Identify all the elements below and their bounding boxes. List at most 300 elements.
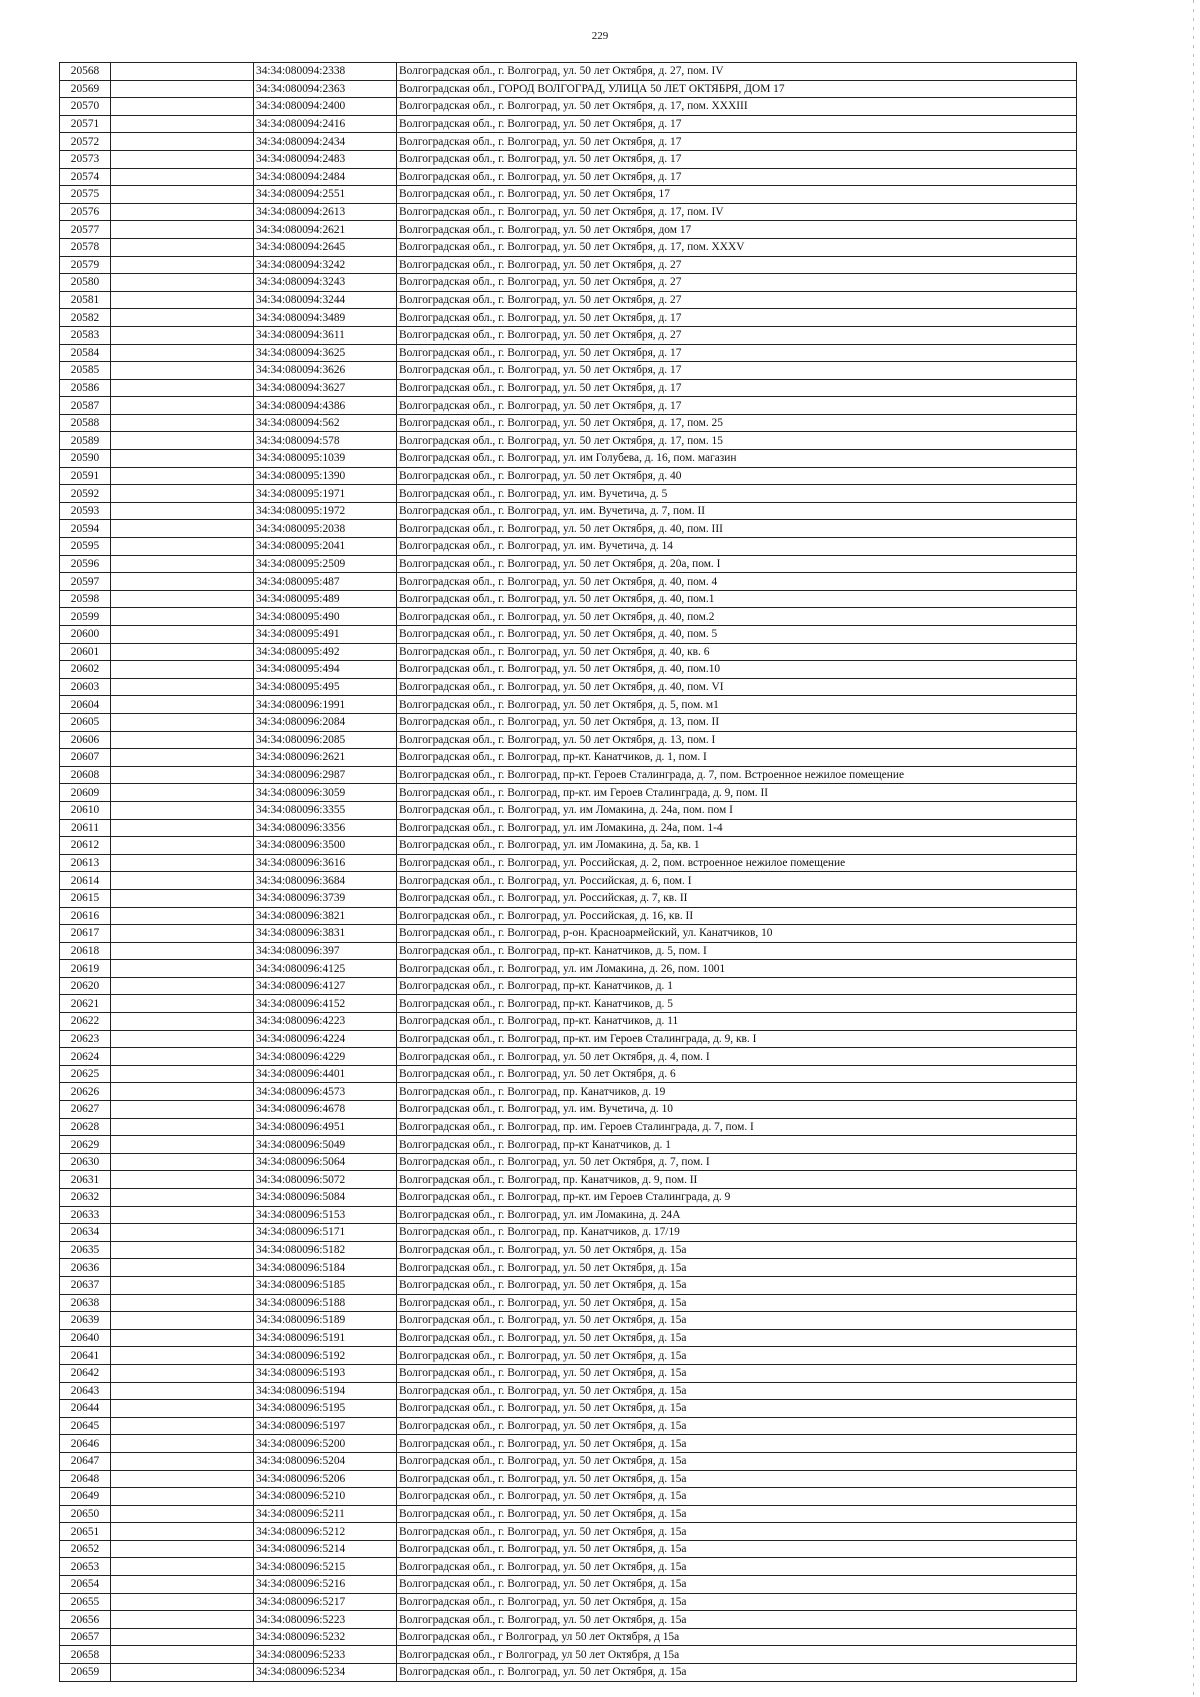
cadastral-number-cell: 34:34:080094:2434	[254, 133, 397, 151]
row-number-cell: 20603	[60, 678, 111, 696]
table-row	[60, 362, 1077, 380]
row-number-cell: 20580	[60, 274, 111, 292]
empty-cell	[111, 1013, 254, 1031]
cadastral-number-cell: 34:34:080096:5064	[254, 1153, 397, 1171]
table-row	[60, 678, 1077, 696]
table-row	[60, 1540, 1077, 1558]
row-number-cell: 20617	[60, 925, 111, 943]
cadastral-number-cell: 34:34:080096:3684	[254, 872, 397, 890]
empty-cell	[111, 379, 254, 397]
row-number-cell: 20659	[60, 1664, 111, 1682]
cadastral-number-cell: 34:34:080094:3627	[254, 379, 397, 397]
row-number-cell: 20634	[60, 1224, 111, 1242]
row-number-cell: 20604	[60, 696, 111, 714]
cadastral-number-cell: 34:34:080095:1039	[254, 450, 397, 468]
row-number-cell: 20593	[60, 502, 111, 520]
cadastral-number-cell: 34:34:080096:5084	[254, 1189, 397, 1207]
empty-cell	[111, 326, 254, 344]
table-row	[60, 186, 1077, 204]
empty-cell	[111, 485, 254, 503]
table-row	[60, 397, 1077, 415]
table-row	[60, 784, 1077, 802]
row-number-cell: 20570	[60, 98, 111, 116]
address-cell: Волгоградская обл., г. Волгоград, ул. 50 лет Октября, д. 15а	[397, 1576, 1077, 1594]
page-number: 229	[591, 30, 609, 42]
cadastral-number-cell: 34:34:080096:3355	[254, 801, 397, 819]
cadastral-number-cell: 34:34:080095:2038	[254, 520, 397, 538]
row-number-cell: 20589	[60, 432, 111, 450]
row-number-cell: 20643	[60, 1382, 111, 1400]
row-number-cell: 20584	[60, 344, 111, 362]
empty-cell	[111, 397, 254, 415]
table-row	[60, 274, 1077, 292]
row-number-cell: 20623	[60, 1030, 111, 1048]
table-row	[60, 1241, 1077, 1259]
address-cell: Волгоградская обл., г. Волгоград, ул. 50 лет Октября, д. 27	[397, 256, 1077, 274]
row-number-cell: 20599	[60, 608, 111, 626]
address-cell: Волгоградская обл., г. Волгоград, пр. им. Героев Сталинграда, д. 7, пом. I	[397, 1118, 1077, 1136]
table-row	[60, 696, 1077, 714]
table-row	[60, 538, 1077, 556]
address-cell: Волгоградская обл., г. Волгоград, ул. 50 лет Октября, д. 17	[397, 362, 1077, 380]
cadastral-number-cell: 34:34:080095:2041	[254, 538, 397, 556]
table-row	[60, 256, 1077, 274]
address-cell: Волгоградская обл., г. Волгоград, ул. 50 лет Октября, д. 15а	[397, 1488, 1077, 1506]
empty-cell	[111, 502, 254, 520]
table-row	[60, 238, 1077, 256]
empty-cell	[111, 801, 254, 819]
address-cell: Волгоградская обл., г. Волгоград, ул. 50 лет Октября, д. 17	[397, 150, 1077, 168]
table-row	[60, 1294, 1077, 1312]
table-row	[60, 485, 1077, 503]
table-row	[60, 889, 1077, 907]
table-row	[60, 590, 1077, 608]
table-row	[60, 1083, 1077, 1101]
row-number-cell: 20574	[60, 168, 111, 186]
cadastral-number-cell: 34:34:080096:5215	[254, 1558, 397, 1576]
cadastral-number-cell: 34:34:080094:3242	[254, 256, 397, 274]
row-number-cell: 20569	[60, 80, 111, 98]
address-cell: Волгоградская обл., г. Волгоград, ул. 50 лет Октября, д. 17, пом. XXXV	[397, 238, 1077, 256]
table-row	[60, 925, 1077, 943]
empty-cell	[111, 942, 254, 960]
cadastral-number-cell: 34:34:080096:3059	[254, 784, 397, 802]
empty-cell	[111, 749, 254, 767]
row-number-cell: 20619	[60, 960, 111, 978]
table-row	[60, 344, 1077, 362]
cadastral-number-cell: 34:34:080096:5204	[254, 1452, 397, 1470]
row-number-cell: 20650	[60, 1505, 111, 1523]
cadastral-number-cell: 34:34:080096:5049	[254, 1136, 397, 1154]
row-number-cell: 20656	[60, 1611, 111, 1629]
table-row	[60, 1347, 1077, 1365]
empty-cell	[111, 256, 254, 274]
row-number-cell: 20578	[60, 238, 111, 256]
row-number-cell: 20654	[60, 1576, 111, 1594]
row-number-cell: 20633	[60, 1206, 111, 1224]
address-cell: Волгоградская обл., ГОРОД ВОЛГОГРАД, УЛИЦА 50 ЛЕТ ОКТЯБРЯ, ДОМ 17	[397, 80, 1077, 98]
address-cell: Волгоградская обл., г. Волгоград, ул. 50 лет Октября, дом 17	[397, 221, 1077, 239]
row-number-cell: 20658	[60, 1646, 111, 1664]
address-cell: Волгоградская обл., г. Волгоград, ул. 50 лет Октября, д. 15а	[397, 1540, 1077, 1558]
empty-cell	[111, 1523, 254, 1541]
table-row	[60, 661, 1077, 679]
empty-cell	[111, 1312, 254, 1330]
cadastral-number-cell: 34:34:080096:5194	[254, 1382, 397, 1400]
cadastral-number-cell: 34:34:080095:495	[254, 678, 397, 696]
table-row	[60, 450, 1077, 468]
address-cell: Волгоградская обл., г. Волгоград, ул. им. Вучетича, д. 10	[397, 1101, 1077, 1119]
address-cell: Волгоградская обл., г. Волгоград, ул. 50 лет Октября, д. 40, пом. VI	[397, 678, 1077, 696]
cadastral-number-cell: 34:34:080096:3616	[254, 854, 397, 872]
row-number-cell: 20628	[60, 1118, 111, 1136]
table-row	[60, 309, 1077, 327]
table-row	[60, 977, 1077, 995]
row-number-cell: 20577	[60, 221, 111, 239]
address-cell: Волгоградская обл., г. Волгоград, пр-кт. им Героев Сталинграда, д. 9, кв. I	[397, 1030, 1077, 1048]
empty-cell	[111, 1259, 254, 1277]
cadastral-number-cell: 34:34:080095:1390	[254, 467, 397, 485]
table-row	[60, 1523, 1077, 1541]
address-cell: Волгоградская обл., г. Волгоград, ул. 50 лет Октября, д. 17	[397, 379, 1077, 397]
address-cell: Волгоградская обл., г. Волгоград, ул. 50 лет Октября, д. 40	[397, 467, 1077, 485]
cadastral-number-cell: 34:34:080096:5184	[254, 1259, 397, 1277]
table-row	[60, 749, 1077, 767]
address-cell: Волгоградская обл., г. Волгоград, ул. 50 лет Октября, д. 15а	[397, 1294, 1077, 1312]
address-cell: Волгоградская обл., г. Волгоград, ул. 50 лет Октября, д. 4, пом. I	[397, 1048, 1077, 1066]
row-number-cell: 20639	[60, 1312, 111, 1330]
address-cell: Волгоградская обл., г. Волгоград, ул. 50 лет Октября, д. 40, пом.2	[397, 608, 1077, 626]
empty-cell	[111, 1382, 254, 1400]
address-cell: Волгоградская обл., г. Волгоград, ул. им Ломакина, д. 5а, кв. 1	[397, 837, 1077, 855]
cadastral-number-cell: 34:34:080096:1991	[254, 696, 397, 714]
address-cell: Волгоградская обл., г. Волгоград, пр-кт. Героев Сталинграда, д. 7, пом. Встроенное нежилое помещение	[397, 766, 1077, 784]
table-row	[60, 1452, 1077, 1470]
address-cell: Волгоградская обл., г. Волгоград, ул. им. Вучетича, д. 7, пом. II	[397, 502, 1077, 520]
cadastral-number-cell: 34:34:080096:4223	[254, 1013, 397, 1031]
empty-cell	[111, 678, 254, 696]
row-number-cell: 20626	[60, 1083, 111, 1101]
cadastral-number-cell: 34:34:080094:2613	[254, 203, 397, 221]
empty-cell	[111, 872, 254, 890]
row-number-cell: 20625	[60, 1065, 111, 1083]
row-number-cell: 20588	[60, 414, 111, 432]
table-row	[60, 1013, 1077, 1031]
cadastral-number-cell: 34:34:080094:2400	[254, 98, 397, 116]
cadastral-number-cell: 34:34:080096:5233	[254, 1646, 397, 1664]
address-cell: Волгоградская обл., г. Волгоград, ул. 50 лет Октября, д. 15а	[397, 1417, 1077, 1435]
row-number-cell: 20614	[60, 872, 111, 890]
cadastral-number-cell: 34:34:080096:5185	[254, 1276, 397, 1294]
empty-cell	[111, 1540, 254, 1558]
address-cell: Волгоградская обл., г. Волгоград, ул. 50 лет Октября, д. 15а	[397, 1470, 1077, 1488]
empty-cell	[111, 661, 254, 679]
cadastral-number-cell: 34:34:080096:5192	[254, 1347, 397, 1365]
cadastral-number-cell: 34:34:080096:5210	[254, 1488, 397, 1506]
cadastral-number-cell: 34:34:080096:4951	[254, 1118, 397, 1136]
empty-cell	[111, 1118, 254, 1136]
address-cell: Волгоградская обл., г. Волгоград, пр-кт Канатчиков, д. 1	[397, 1136, 1077, 1154]
empty-cell	[111, 1083, 254, 1101]
row-number-cell: 20622	[60, 1013, 111, 1031]
empty-cell	[111, 1206, 254, 1224]
empty-cell	[111, 1224, 254, 1242]
address-cell: Волгоградская обл., г. Волгоград, ул. 50 лет Октября, д. 15а	[397, 1259, 1077, 1277]
row-number-cell: 20572	[60, 133, 111, 151]
empty-cell	[111, 186, 254, 204]
row-number-cell: 20601	[60, 643, 111, 661]
row-number-cell: 20581	[60, 291, 111, 309]
table-row	[60, 1030, 1077, 1048]
row-number-cell: 20576	[60, 203, 111, 221]
address-cell: Волгоградская обл., г Волгоград, ул 50 лет Октября, д 15а	[397, 1646, 1077, 1664]
address-cell: Волгоградская обл., г. Волгоград, ул. 50 лет Октября, д. 15а	[397, 1312, 1077, 1330]
empty-cell	[111, 1576, 254, 1594]
row-number-cell: 20651	[60, 1523, 111, 1541]
address-cell: Волгоградская обл., г. Волгоград, пр-кт. им Героев Сталинграда, д. 9, пом. II	[397, 784, 1077, 802]
table-row	[60, 837, 1077, 855]
cadastral-number-cell: 34:34:080095:492	[254, 643, 397, 661]
cadastral-number-cell: 34:34:080094:2484	[254, 168, 397, 186]
table-row	[60, 520, 1077, 538]
empty-cell	[111, 238, 254, 256]
empty-cell	[111, 925, 254, 943]
address-cell: Волгоградская обл., г. Волгоград, ул. 50 лет Октября, д. 17	[397, 133, 1077, 151]
address-cell: Волгоградская обл., г. Волгоград, ул. 50 лет Октября, д. 15а	[397, 1593, 1077, 1611]
empty-cell	[111, 1452, 254, 1470]
cadastral-number-cell: 34:34:080096:5197	[254, 1417, 397, 1435]
row-number-cell: 20655	[60, 1593, 111, 1611]
row-number-cell: 20612	[60, 837, 111, 855]
empty-cell	[111, 643, 254, 661]
empty-cell	[111, 854, 254, 872]
row-number-cell: 20657	[60, 1628, 111, 1646]
empty-cell	[111, 907, 254, 925]
address-cell: Волгоградская обл., г. Волгоград, ул. Российская, д. 6, пом. I	[397, 872, 1077, 890]
empty-cell	[111, 1347, 254, 1365]
cadastral-number-cell: 34:34:080094:2483	[254, 150, 397, 168]
empty-cell	[111, 766, 254, 784]
address-cell: Волгоградская обл., г. Волгоград, ул. им Ломакина, д. 24А	[397, 1206, 1077, 1224]
address-cell: Волгоградская обл., г. Волгоград, ул. 50 лет Октября, д. 13, пом. I	[397, 731, 1077, 749]
cadastral-number-cell: 34:34:080094:2645	[254, 238, 397, 256]
address-cell: Волгоградская обл., г. Волгоград, пр-кт. Канатчиков, д. 5, пом. I	[397, 942, 1077, 960]
cadastral-number-cell: 34:34:080094:2416	[254, 115, 397, 133]
cadastral-number-cell: 34:34:080096:5214	[254, 1540, 397, 1558]
cadastral-number-cell: 34:34:080096:4125	[254, 960, 397, 978]
row-number-cell: 20609	[60, 784, 111, 802]
table-row	[60, 1488, 1077, 1506]
row-number-cell: 20605	[60, 713, 111, 731]
empty-cell	[111, 555, 254, 573]
cadastral-number-cell: 34:34:080095:1971	[254, 485, 397, 503]
cadastral-number-cell: 34:34:080096:4401	[254, 1065, 397, 1083]
empty-cell	[111, 713, 254, 731]
address-cell: Волгоградская обл., г. Волгоград, пр. Канатчиков, д. 9, пом. II	[397, 1171, 1077, 1189]
cadastral-number-cell: 34:34:080094:3243	[254, 274, 397, 292]
row-number-cell: 20608	[60, 766, 111, 784]
empty-cell	[111, 1048, 254, 1066]
row-number-cell: 20636	[60, 1259, 111, 1277]
row-number-cell: 20644	[60, 1400, 111, 1418]
address-cell: Волгоградская обл., г. Волгоград, р-он. Красноармейский, ул. Канатчиков, 10	[397, 925, 1077, 943]
cadastral-number-cell: 34:34:080096:4224	[254, 1030, 397, 1048]
cadastral-number-cell: 34:34:080096:2987	[254, 766, 397, 784]
cadastral-number-cell: 34:34:080095:490	[254, 608, 397, 626]
cadastral-number-cell: 34:34:080096:3739	[254, 889, 397, 907]
cadastral-number-cell: 34:34:080096:4127	[254, 977, 397, 995]
empty-cell	[111, 291, 254, 309]
address-cell: Волгоградская обл., г. Волгоград, ул. 50 лет Октября, д. 15а	[397, 1664, 1077, 1682]
table-row	[60, 1153, 1077, 1171]
address-cell: Волгоградская обл., г. Волгоград, ул. 50 лет Октября, д. 15а	[397, 1452, 1077, 1470]
row-number-cell: 20613	[60, 854, 111, 872]
row-number-cell: 20647	[60, 1452, 111, 1470]
row-number-cell: 20600	[60, 626, 111, 644]
cadastral-number-cell: 34:34:080095:2509	[254, 555, 397, 573]
empty-cell	[111, 608, 254, 626]
empty-cell	[111, 819, 254, 837]
cadastral-number-cell: 34:34:080095:489	[254, 590, 397, 608]
address-cell: Волгоградская обл., г. Волгоград, ул. 50 лет Октября, д. 15а	[397, 1435, 1077, 1453]
row-number-cell: 20627	[60, 1101, 111, 1119]
cadastral-number-cell: 34:34:080096:5232	[254, 1628, 397, 1646]
address-cell: Волгоградская обл., г. Волгоград, ул. 50 лет Октября, д. 15а	[397, 1505, 1077, 1523]
address-cell: Волгоградская обл., г. Волгоград, ул. 50 лет Октября, д. 15а	[397, 1276, 1077, 1294]
table-row	[60, 1329, 1077, 1347]
empty-cell	[111, 1664, 254, 1682]
table-row	[60, 608, 1077, 626]
empty-cell	[111, 626, 254, 644]
address-cell: Волгоградская обл., г. Волгоград, ул. 50 лет Октября, д. 40, пом. III	[397, 520, 1077, 538]
cadastral-number-cell: 34:34:080096:5206	[254, 1470, 397, 1488]
cadastral-number-cell: 34:34:080096:5189	[254, 1312, 397, 1330]
empty-cell	[111, 696, 254, 714]
row-number-cell: 20590	[60, 450, 111, 468]
cadastral-number-cell: 34:34:080096:3500	[254, 837, 397, 855]
row-number-cell: 20621	[60, 995, 111, 1013]
cadastral-number-cell: 34:34:080094:3489	[254, 309, 397, 327]
empty-cell	[111, 1030, 254, 1048]
table-row	[60, 80, 1077, 98]
table-row	[60, 1206, 1077, 1224]
address-cell: Волгоградская обл., г. Волгоград, пр-кт. Канатчиков, д. 1	[397, 977, 1077, 995]
row-number-cell: 20652	[60, 1540, 111, 1558]
table-row	[60, 1611, 1077, 1629]
cadastral-number-cell: 34:34:080096:3356	[254, 819, 397, 837]
empty-cell	[111, 1294, 254, 1312]
table-row	[60, 1364, 1077, 1382]
empty-cell	[111, 168, 254, 186]
address-cell: Волгоградская обл., г. Волгоград, ул. 50 лет Октября, д. 17	[397, 344, 1077, 362]
table-row	[60, 819, 1077, 837]
empty-cell	[111, 467, 254, 485]
table-row	[60, 1048, 1077, 1066]
cadastral-number-cell: 34:34:080096:4678	[254, 1101, 397, 1119]
row-number-cell: 20607	[60, 749, 111, 767]
cadastral-number-cell: 34:34:080096:5191	[254, 1329, 397, 1347]
empty-cell	[111, 1646, 254, 1664]
address-cell: Волгоградская обл., г. Волгоград, ул. 50 лет Октября, д. 17	[397, 168, 1077, 186]
table-row	[60, 872, 1077, 890]
row-number-cell: 20596	[60, 555, 111, 573]
table-row	[60, 1417, 1077, 1435]
address-cell: Волгоградская обл., г. Волгоград, ул. 50 лет Октября, д. 15а	[397, 1523, 1077, 1541]
address-cell: Волгоградская обл., г. Волгоград, пр-кт. Канатчиков, д. 5	[397, 995, 1077, 1013]
table-row	[60, 326, 1077, 344]
address-cell: Волгоградская обл., г. Волгоград, ул. 50 лет Октября, д. 17	[397, 115, 1077, 133]
cadastral-number-cell: 34:34:080096:4152	[254, 995, 397, 1013]
row-number-cell: 20591	[60, 467, 111, 485]
cadastral-number-cell: 34:34:080094:2363	[254, 80, 397, 98]
table-row	[60, 432, 1077, 450]
table-row	[60, 221, 1077, 239]
cadastral-number-cell: 34:34:080096:397	[254, 942, 397, 960]
row-number-cell: 20583	[60, 326, 111, 344]
cadastral-number-cell: 34:34:080094:578	[254, 432, 397, 450]
row-number-cell: 20638	[60, 1294, 111, 1312]
row-number-cell: 20602	[60, 661, 111, 679]
address-cell: Волгоградская обл., г. Волгоград, ул. 50 лет Октября, д. 15а	[397, 1611, 1077, 1629]
table-row	[60, 555, 1077, 573]
empty-cell	[111, 995, 254, 1013]
row-number-cell: 20616	[60, 907, 111, 925]
row-number-cell: 20582	[60, 309, 111, 327]
table-row	[60, 1259, 1077, 1277]
address-cell: Волгоградская обл., г. Волгоград, ул. 50 лет Октября, д. 17	[397, 309, 1077, 327]
row-number-cell: 20649	[60, 1488, 111, 1506]
row-number-cell: 20640	[60, 1329, 111, 1347]
table-row	[60, 1065, 1077, 1083]
table-row	[60, 1276, 1077, 1294]
row-number-cell: 20592	[60, 485, 111, 503]
table-row	[60, 133, 1077, 151]
empty-cell	[111, 221, 254, 239]
address-cell: Волгоградская обл., г. Волгоград, ул. 50 лет Октября, д. 13, пом. II	[397, 713, 1077, 731]
row-number-cell: 20648	[60, 1470, 111, 1488]
cadastral-number-cell: 34:34:080096:5182	[254, 1241, 397, 1259]
empty-cell	[111, 115, 254, 133]
cadastral-number-cell: 34:34:080096:4573	[254, 1083, 397, 1101]
empty-cell	[111, 977, 254, 995]
address-cell: Волгоградская обл., г. Волгоград, ул. 50 лет Октября, д. 27	[397, 326, 1077, 344]
empty-cell	[111, 1611, 254, 1629]
empty-cell	[111, 573, 254, 591]
table-row	[60, 1646, 1077, 1664]
empty-cell	[111, 837, 254, 855]
address-cell: Волгоградская обл., г. Волгоград, ул. 50 лет Октября, д. 40, пом. 5	[397, 626, 1077, 644]
empty-cell	[111, 203, 254, 221]
row-number-cell: 20632	[60, 1189, 111, 1207]
address-cell: Волгоградская обл., г. Волгоград, ул. 50 лет Октября, д. 17, пом. XXXIII	[397, 98, 1077, 116]
empty-cell	[111, 784, 254, 802]
address-cell: Волгоградская обл., г. Волгоград, ул. 50 лет Октября, 17	[397, 186, 1077, 204]
table-row	[60, 203, 1077, 221]
row-number-cell: 20598	[60, 590, 111, 608]
empty-cell	[111, 1136, 254, 1154]
address-cell: Волгоградская обл., г. Волгоград, ул. 50 лет Октября, д. 40, пом.1	[397, 590, 1077, 608]
address-cell: Волгоградская обл., г. Волгоград, ул. 50 лет Октября, д. 40, пом.10	[397, 661, 1077, 679]
address-cell: Волгоградская обл., г. Волгоград, ул. 50 лет Октября, д. 17, пом. 25	[397, 414, 1077, 432]
empty-cell	[111, 432, 254, 450]
address-cell: Волгоградская обл., г. Волгоград, ул. им Ломакина, д. 26, пом. 1001	[397, 960, 1077, 978]
cadastral-number-cell: 34:34:080096:3831	[254, 925, 397, 943]
cadastral-number-cell: 34:34:080096:2085	[254, 731, 397, 749]
cadastral-number-cell: 34:34:080096:5171	[254, 1224, 397, 1242]
empty-cell	[111, 344, 254, 362]
registry-table	[59, 62, 1077, 1682]
table-row	[60, 766, 1077, 784]
